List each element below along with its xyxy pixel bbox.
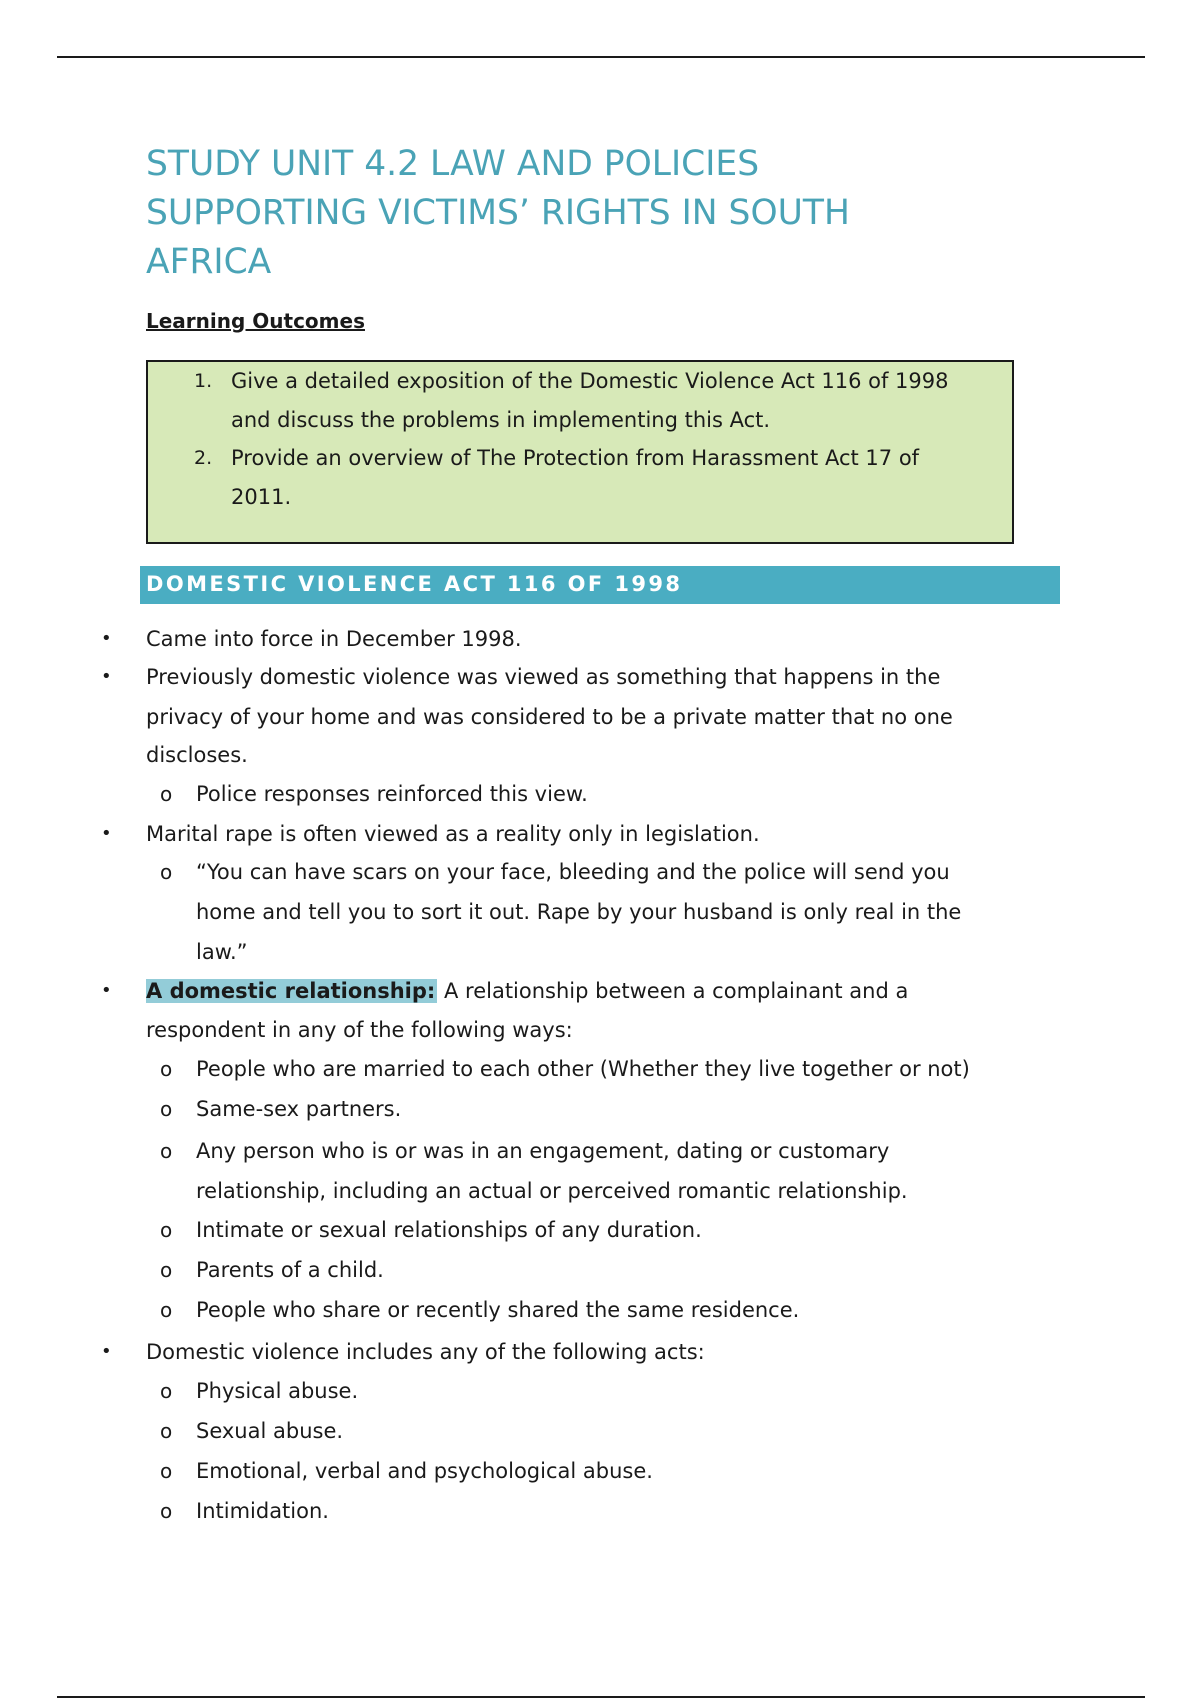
sub-bullet-marker: o (160, 1097, 173, 1121)
page-title (146, 140, 1006, 287)
learning-outcome-item (148, 362, 1012, 439)
sub-bullet-marker: o (160, 1139, 173, 1163)
footer-rule (57, 1696, 1145, 1698)
bullet-text-rest: A relationship between a complainant and a (437, 979, 909, 1003)
sub-bullet-text: Intimate or sexual relationships of any duration. (196, 1218, 702, 1242)
title-line: SUPPORTING VICTIMS’ RIGHTS IN SOUTH (146, 193, 850, 233)
highlighted-term: A domestic relationship: (146, 979, 436, 1003)
sub-bullet-text: “You can have scars on your face, bleeding and the police will send you (196, 860, 950, 884)
title-line: AFRICA (146, 242, 272, 282)
sub-bullet-marker: o (160, 860, 173, 884)
sub-bullet-text: home and tell you to sort it out. Rape by your husband is only real in the (196, 900, 962, 924)
sub-bullet-text: Sexual abuse. (196, 1419, 344, 1443)
bullet-text: discloses. (146, 743, 248, 767)
sub-bullet-marker: o (160, 1258, 173, 1282)
outcome-number: 2. (194, 447, 213, 469)
sub-bullet-marker: o (160, 1057, 173, 1081)
outcome-text: Give a detailed exposition of the Domestic Violence Act 116 of 1998 (231, 369, 949, 393)
sub-bullet-text: People who share or recently shared the same residence. (196, 1298, 800, 1322)
bullet-text: Previously domestic violence was viewed as something that happens in the (146, 665, 941, 689)
sub-bullet-marker: o (160, 1419, 173, 1443)
sub-bullet-marker: o (160, 782, 173, 806)
section-heading: DOMESTIC VIOLENCE ACT 116 OF 1998 (146, 572, 683, 596)
learning-outcomes-box (146, 360, 1014, 544)
outcome-text: and discuss the problems in implementing this Act. (231, 407, 771, 432)
sub-bullet-text: Same-sex partners. (196, 1097, 402, 1121)
section-heading-bar (140, 566, 1060, 604)
bullet-text (146, 977, 908, 1005)
learning-outcome-item (148, 439, 1012, 516)
bullet-text: Domestic violence includes any of the following acts: (146, 1340, 705, 1364)
bullet-marker: • (101, 666, 112, 687)
bullet-text: Marital rape is often viewed as a reality only in legislation. (146, 822, 760, 846)
sub-bullet-marker: o (160, 1379, 173, 1403)
sub-bullet-text: Any person who is or was in an engagement, dating or customary (196, 1139, 890, 1163)
learning-outcomes-heading: Learning Outcomes (146, 309, 365, 333)
sub-bullet-marker: o (160, 1218, 173, 1242)
bullet-text: respondent in any of the following ways: (146, 1018, 573, 1042)
outcome-number: 1. (194, 370, 213, 392)
bullet-text: privacy of your home and was considered to be a private matter that no one (146, 705, 953, 729)
header-rule (57, 56, 1145, 58)
learning-outcomes-list (148, 362, 1012, 516)
outcome-text: Provide an overview of The Protection from Harassment Act 17 of (231, 446, 920, 470)
sub-bullet-text: Emotional, verbal and psychological abuse. (196, 1459, 653, 1483)
sub-bullet-text: Physical abuse. (196, 1379, 359, 1403)
bullet-marker: • (101, 1341, 112, 1362)
bullet-marker: • (101, 980, 112, 1001)
sub-bullet-text: Intimidation. (196, 1499, 329, 1523)
bullet-marker: • (101, 823, 112, 844)
sub-bullet-marker: o (160, 1499, 173, 1523)
sub-bullet-marker: o (160, 1459, 173, 1483)
outcome-text: 2011. (231, 484, 292, 509)
bullet-text: Came into force in December 1998. (146, 627, 522, 651)
sub-bullet-text: Parents of a child. (196, 1258, 384, 1282)
sub-bullet-text: law.” (196, 940, 248, 964)
bullet-marker: • (101, 628, 112, 649)
sub-bullet-marker: o (160, 1298, 173, 1322)
title-line: STUDY UNIT 4.2 LAW AND POLICIES (146, 144, 760, 184)
sub-bullet-text: People who are married to each other (Whether they live together or not) (196, 1057, 970, 1081)
sub-bullet-text: relationship, including an actual or perceived romantic relationship. (196, 1179, 908, 1203)
sub-bullet-text: Police responses reinforced this view. (196, 782, 588, 806)
